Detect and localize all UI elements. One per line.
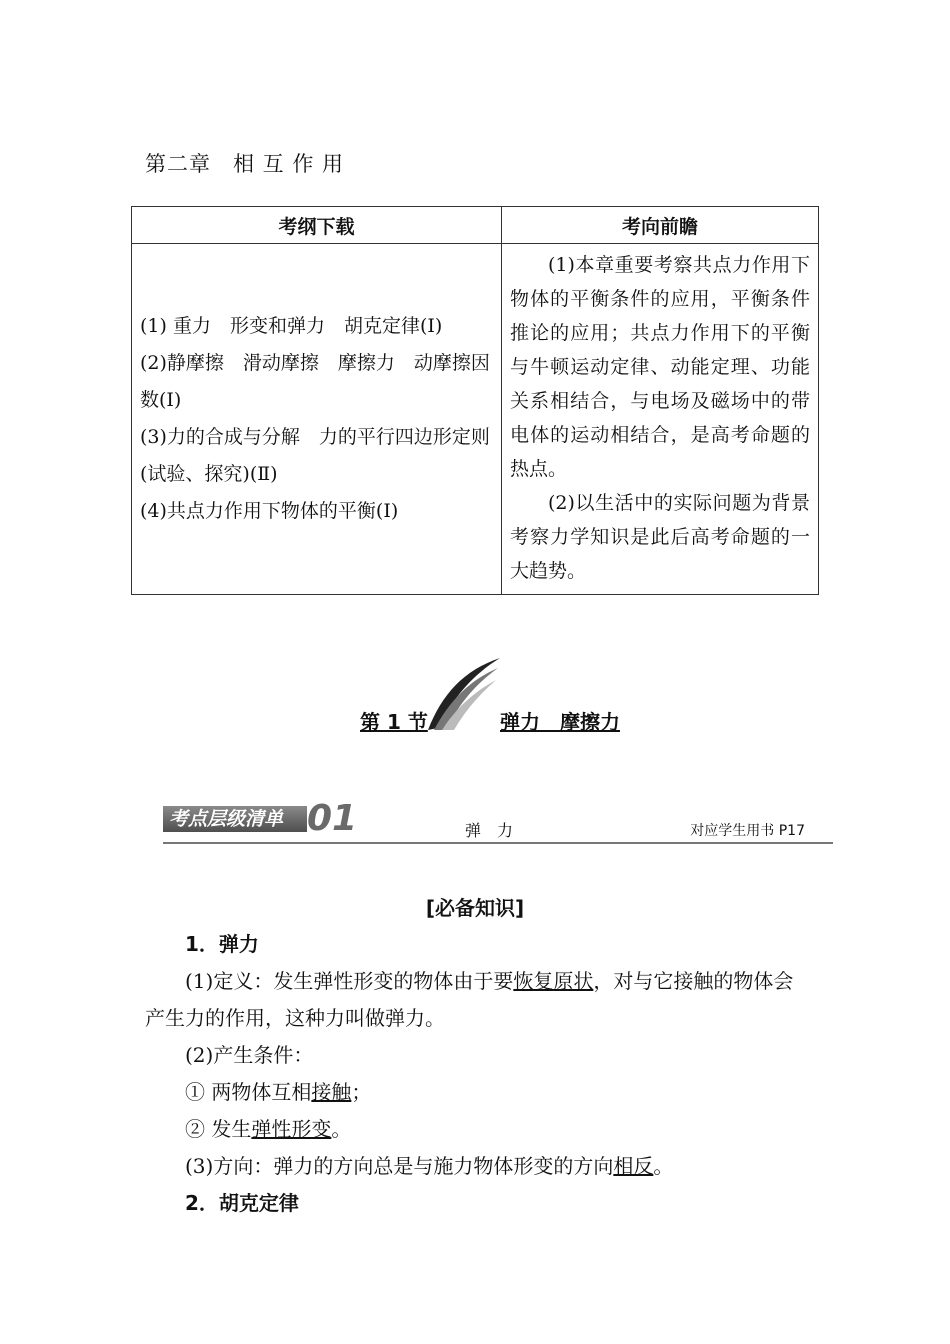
text-span: 。 [331, 1117, 352, 1141]
text-span: (1)定义：发生弹性形变的物体由于要 [185, 969, 514, 993]
syllabus-item: (2)静摩擦 滑动摩擦 摩擦力 动摩擦因数(Ⅰ) [140, 352, 490, 411]
text-span: ； [351, 1080, 372, 1104]
syllabus-item: (1) 重力 形变和弹力 胡克定律(Ⅰ) [140, 315, 443, 337]
text-span: ② 发生 [185, 1117, 252, 1141]
item-title: 2．胡克定律 [185, 1191, 299, 1215]
syllabus-cell [132, 244, 502, 595]
outlook-paragraph: (2)以生活中的实际问题为背景考察力学知识是此后高考命题的一大趋势。 [510, 492, 810, 582]
underlined-term: 接触 [311, 1080, 352, 1104]
underlined-term: 弹性形变 [251, 1117, 332, 1141]
text-span: 。 [653, 1154, 674, 1178]
table-header-row [132, 207, 819, 244]
banner-topic: 弹 力 [465, 821, 514, 840]
definition-paragraph [145, 963, 810, 1037]
banner-badge: 考点层级清单 [163, 806, 307, 832]
section-title: 弹力 摩擦力 [500, 710, 620, 734]
swoosh-icon [424, 654, 504, 732]
underlined-term: 恢复原状 [513, 969, 594, 993]
banner-reference: 对应学生用书 P17 [690, 823, 805, 839]
header-outlook: 考向前瞻 [502, 207, 819, 244]
item-title: 1．弹力 [185, 932, 259, 956]
text-span: ，对与它接触的物体会产生力的作用，这种力叫做弹力。 [145, 969, 794, 1030]
knowledge-body [145, 926, 810, 1222]
outlook-cell [502, 244, 819, 595]
section-heading [360, 654, 660, 734]
outlook-paragraph: (1)本章重要考察共点力作用下物体的平衡条件的应用，平衡条件推论的应用；共点力作用下的平衡与牛顿运动定律、动能定理、功能关系相结合，与电场及磁场中的带电体的运动相结合，是高考命题的热点。 [510, 254, 810, 480]
condition-title: (2)产生条件： [185, 1043, 314, 1067]
banner-number: 01 [307, 798, 358, 839]
table-row [132, 244, 819, 595]
chapter-title: 第二章 相 互 作 用 [145, 152, 345, 176]
header-syllabus: 考纲下载 [132, 207, 502, 244]
syllabus-item: (4)共点力作用下物体的平衡(Ⅰ) [140, 500, 399, 522]
exam-outline-table [131, 206, 819, 595]
underlined-term: 相反 [613, 1154, 654, 1178]
syllabus-item: (3)力的合成与分解 力的平行四边形定则(试验、探究)(Ⅱ) [140, 426, 490, 485]
topic-banner [163, 798, 833, 844]
knowledge-heading: [必备知识] [425, 896, 525, 920]
text-span: (3)方向：弹力的方向总是与施力物体形变的方向 [185, 1154, 614, 1178]
text-span: ① 两物体互相 [185, 1080, 312, 1104]
condition-item [145, 1074, 810, 1111]
condition-item [145, 1111, 810, 1148]
direction-paragraph [145, 1148, 810, 1185]
section-number: 第 1 节 [360, 710, 428, 734]
